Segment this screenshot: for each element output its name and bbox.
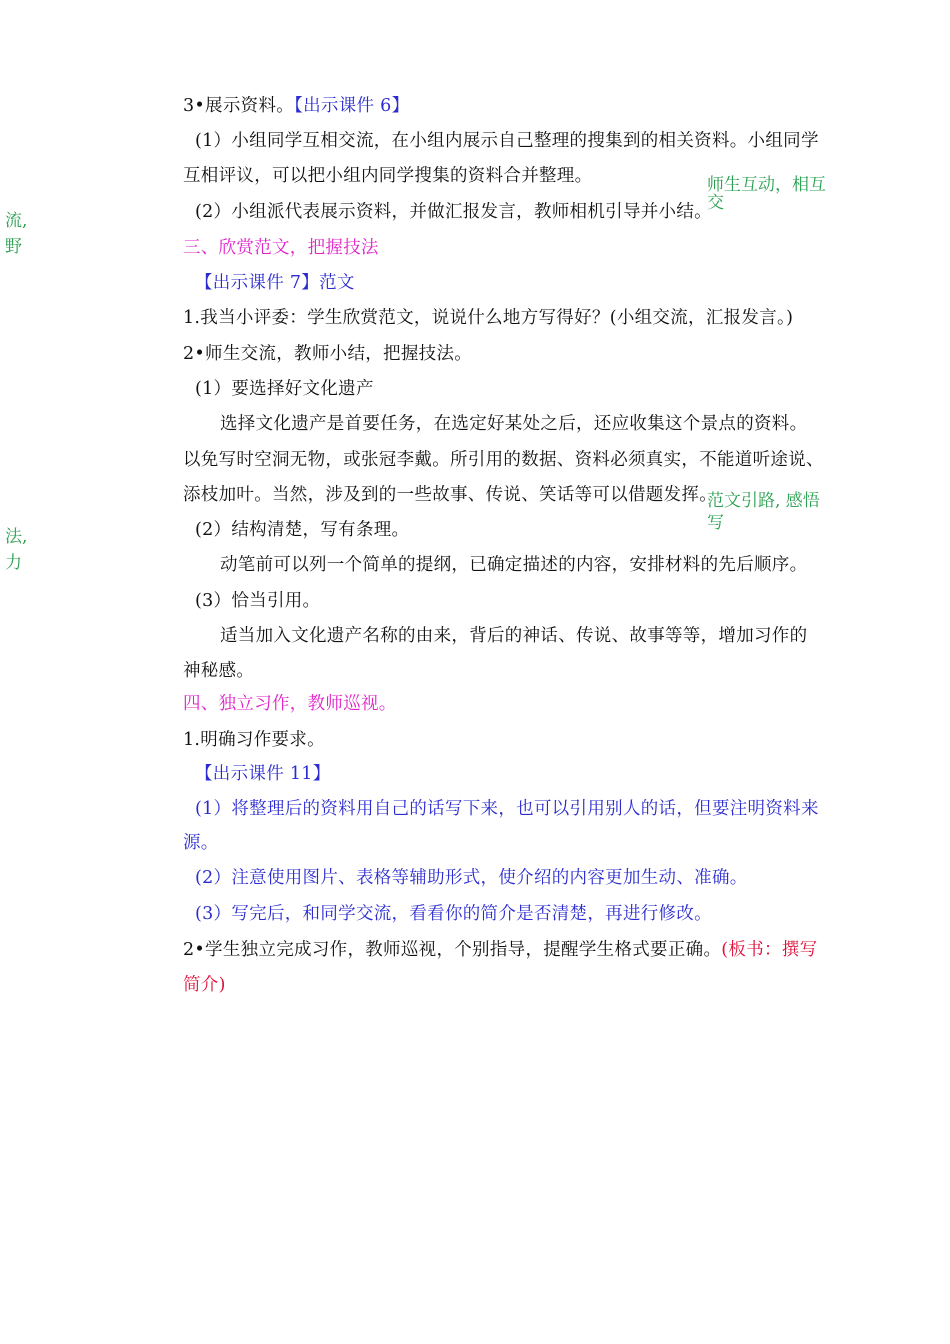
courseware-7-line (195, 271, 355, 295)
section-4-item-2-text: 2•学生独立完成习作，教师巡视，个别指导，提醒学生格式要正确。 (183, 940, 722, 960)
section-4-item-2 (183, 938, 817, 962)
step-3-item-1-line-2: 互相评议，可以把小组内同学搜集的资料合并整理。 (183, 166, 593, 186)
technique-1-text-line-1: 选择文化遗产是首要任务，在选定好某处之后，还应收集这个景点的资料。 (220, 414, 808, 434)
margin-note-line: 力 (5, 553, 22, 573)
margin-note-right-1 (707, 174, 826, 213)
margin-note-line: 范文引路, 感悟 (707, 491, 820, 511)
blackboard-note-line-2: 简介) (183, 975, 226, 995)
step-3-item-1-line-1: (1）小组同学互相交流，在小组内展示自己整理的搜集到的相关资料。小组同学 (195, 131, 819, 151)
technique-1-text-line-3: 添枝加叶。当然，涉及到的一些故事、传说、笑话等可以借题发挥。 (183, 485, 717, 505)
margin-note-left-2 (5, 526, 27, 574)
technique-3-text-line-2: 神秘感。 (183, 661, 255, 681)
courseware-tag-7: 【出示课件 7】 (195, 273, 320, 293)
margin-note-line: 流, (5, 211, 28, 231)
section-3-item-2: 2•师生交流，教师小结，把握技法。 (183, 344, 473, 364)
courseware-tag-6: 【出示课件 6】 (294, 96, 410, 116)
section-4-heading: 四、独立习作，教师巡视。 (183, 694, 397, 714)
requirement-1-line-1: (1）将整理后的资料用自己的话写下来，也可以引用别人的话，但要注明资料来 (195, 799, 819, 819)
margin-note-right-2 (707, 490, 820, 534)
section-4-item-1: 1.明确习作要求。 (183, 730, 325, 750)
step-3-label: 3•展示资料。 (183, 96, 295, 116)
margin-note-line: 法, (5, 527, 28, 547)
margin-note-line: 写 (707, 513, 724, 533)
technique-3-heading: (3）恰当引用。 (195, 591, 321, 611)
requirement-2: (2）注意使用图片、表格等辅助形式，使介绍的内容更加生动、准确。 (195, 868, 748, 888)
courseware-tag-11: 【出示课件 11】 (195, 764, 331, 784)
technique-1-text-line-2: 以免写时空洞无物，或张冠李戴。所引用的数据、资料必须真实，不能道听途说、 (183, 450, 824, 470)
model-essay-label: 范文 (319, 273, 355, 293)
step-3-title (183, 94, 409, 118)
step-3-item-2: (2）小组派代表展示资料，并做汇报发言，教师相机引导并小结。 (195, 202, 712, 222)
technique-3-text-line-1: 适当加入文化遗产名称的由来，背后的神话、传说、故事等等，增加习作的 (220, 626, 808, 646)
requirement-3: (3）写完后，和同学交流，看看你的简介是否清楚，再进行修改。 (195, 904, 712, 924)
technique-1-heading: (1）要选择好文化遗产 (195, 379, 374, 399)
margin-note-line: 野 (5, 237, 22, 257)
section-3-item-1: 1.我当小评委：学生欣赏范文，说说什么地方写得好？(小组交流，汇报发言。) (183, 308, 794, 328)
requirement-1-line-2: 源。 (183, 833, 219, 853)
margin-note-line: 师生互动，相互 (707, 175, 826, 195)
margin-note-line: 交 (707, 193, 724, 213)
section-3-heading: 三、欣赏范文，把握技法 (183, 238, 379, 258)
blackboard-note: (板书：撰写 (721, 940, 818, 960)
margin-note-left-1 (5, 210, 27, 258)
technique-2-text: 动笔前可以列一个简单的提纲，已确定描述的内容，安排材料的先后顺序。 (220, 555, 808, 575)
technique-2-heading: (2）结构清楚，写有条理。 (195, 520, 410, 540)
